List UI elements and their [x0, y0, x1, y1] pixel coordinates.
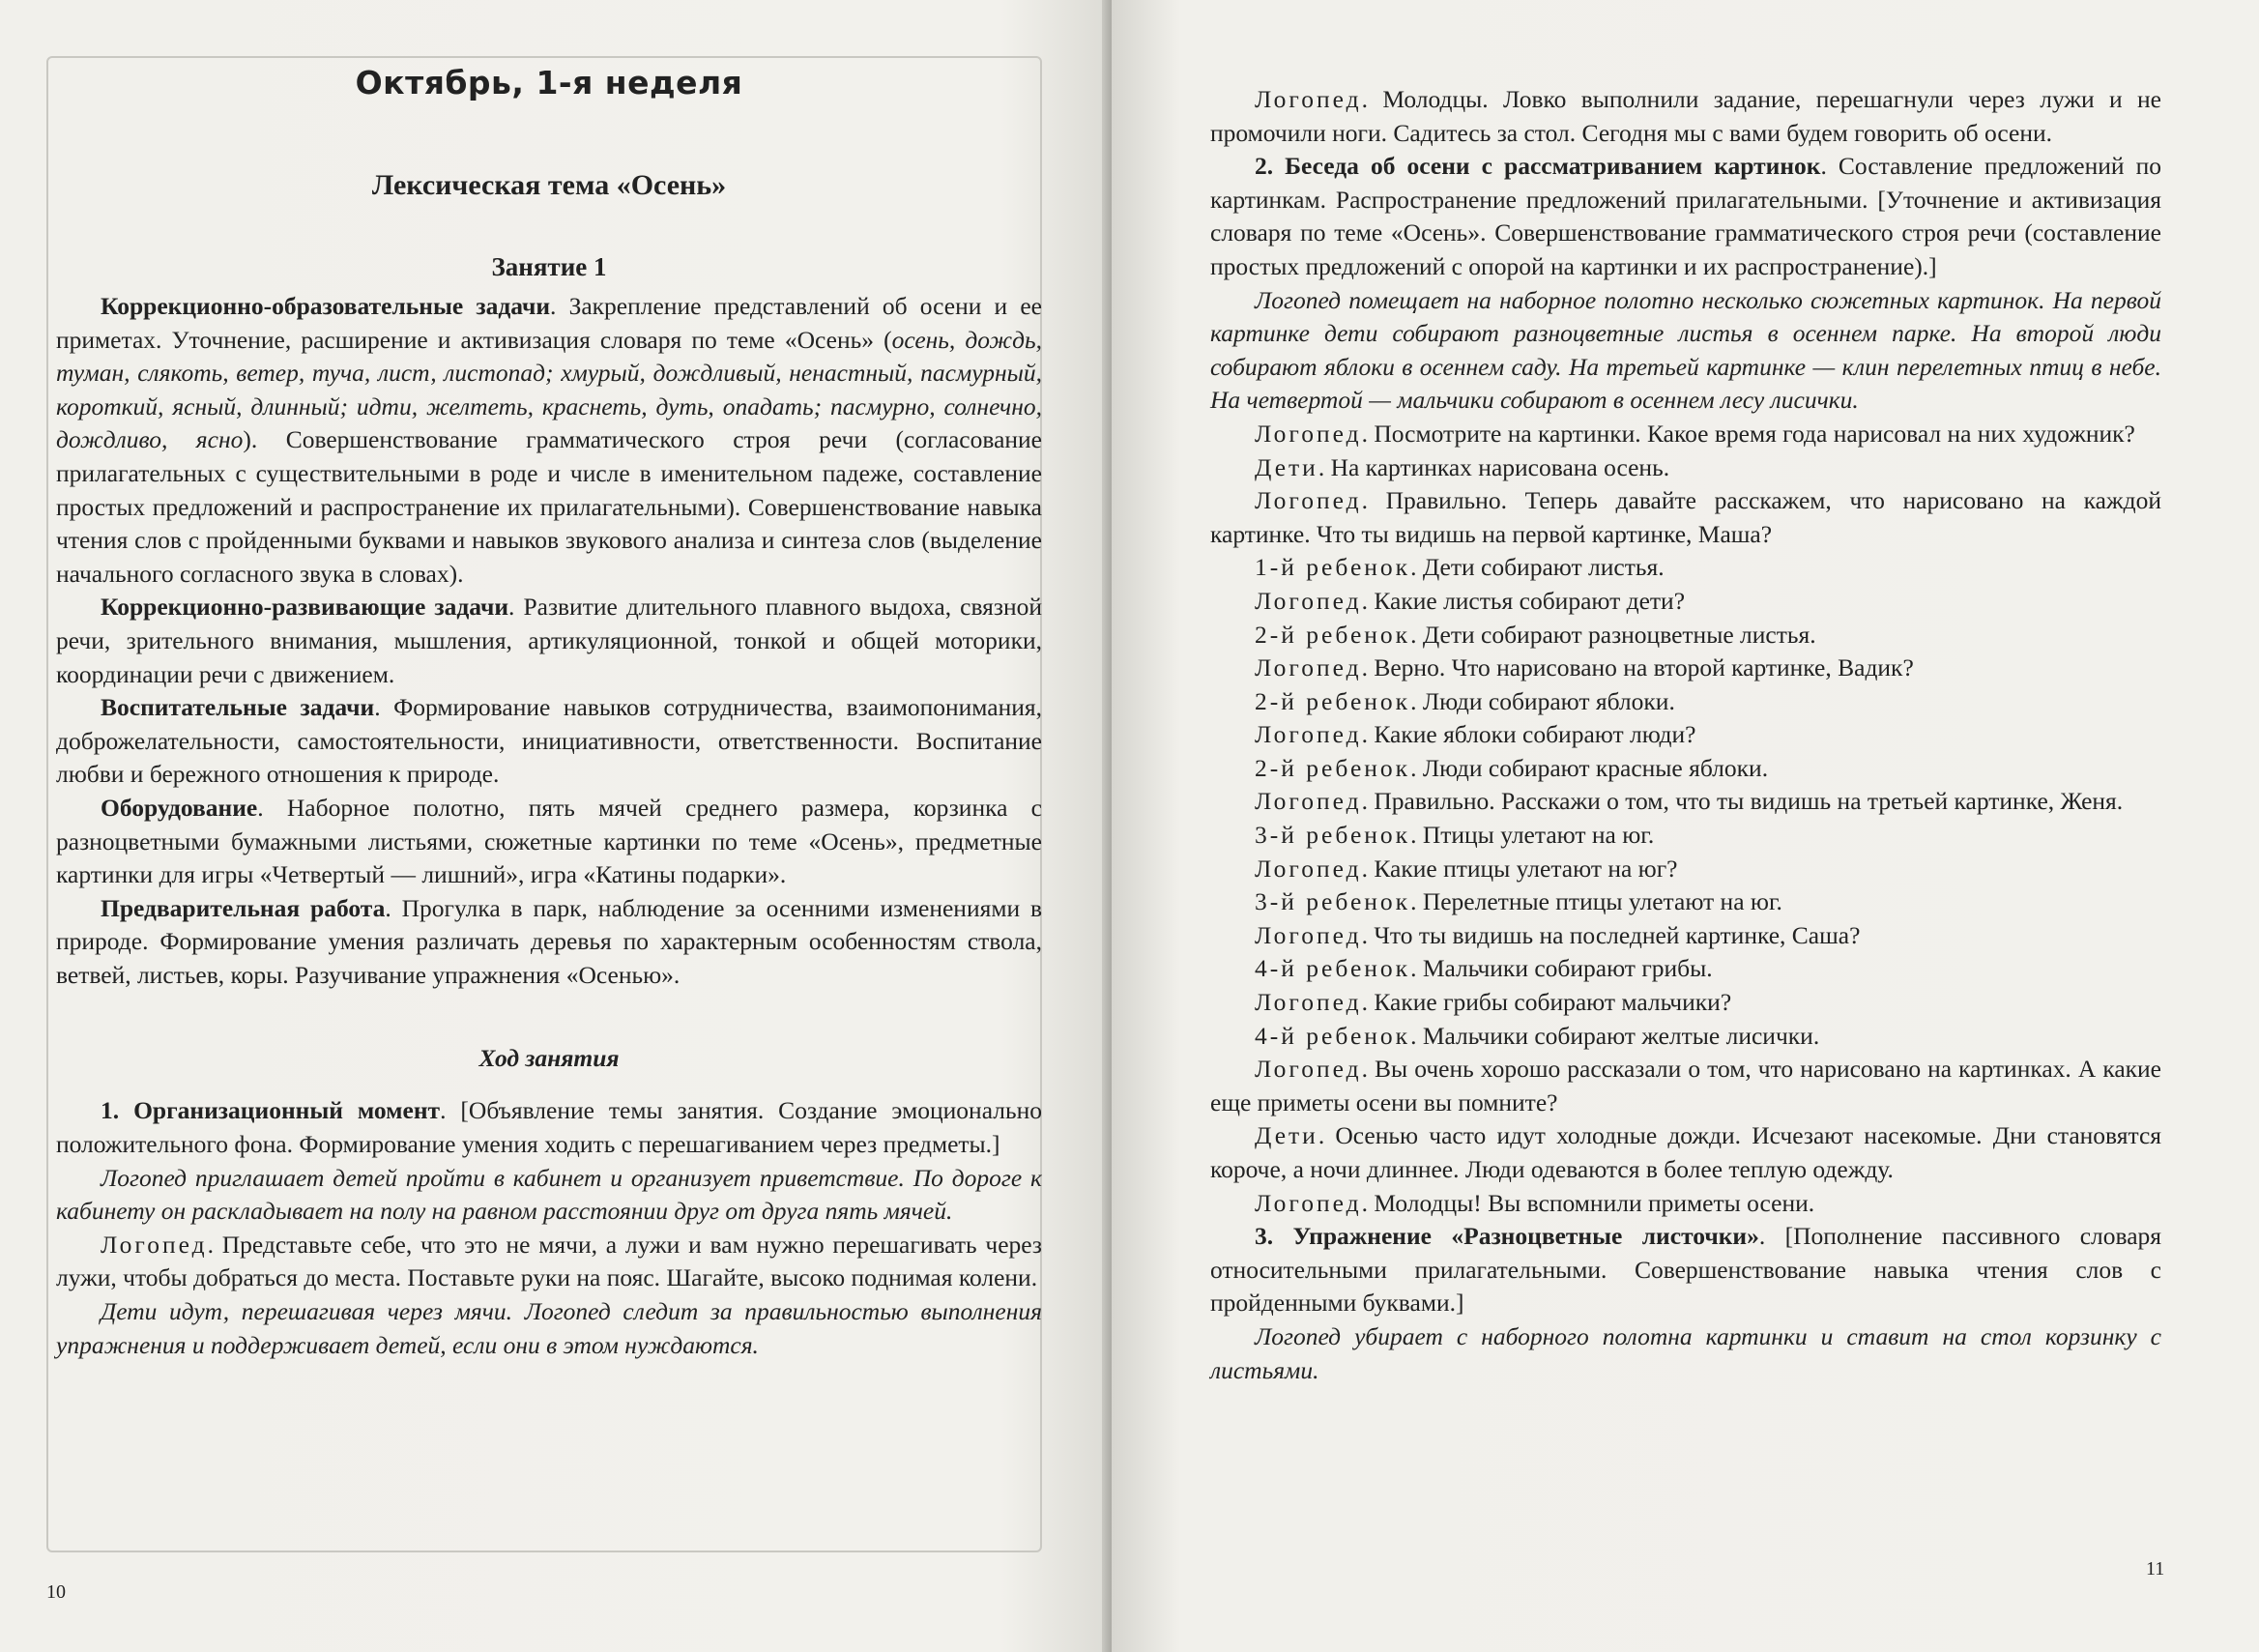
speech-text: . Дети собирают листья.: [1410, 553, 1665, 582]
page-number-right: 11: [2146, 1558, 2165, 1580]
dialog-line: [1210, 585, 2161, 619]
section-organizational-moment: [56, 1094, 1042, 1161]
dialog-line: [1210, 986, 2161, 1020]
paragraph-text: . Составление предложений по картинкам. Распространение предложений прилагательными. [Уточнение и активизация словаря по теме «Осень». Совершенствование грамматического строя речи (составление простых предложений с опорой на картинки и их распространение).]: [1210, 152, 2161, 280]
paragraph-text: ). Совершенствование грамматического строя речи (согласование прилагательных с существительными в роде и числе в именительном падеже, составление простых предложений и распространение их прилагательными). Совершенствование навыка чтения слов с пройденными буквами и навыков звукового анализа и синтеза слов (выделение начального согласного звука в словах).: [56, 425, 1043, 588]
dialog-line: [1210, 1053, 2161, 1119]
paragraph-text: . [Пополнение пассивного словаря относительными прилагательными. Совершенствование навыка чтения слов с пройденными буквами.]: [1210, 1222, 2162, 1318]
speech-text: . На картинках нарисована осень.: [1318, 452, 1670, 481]
dialog-line: [1210, 551, 2161, 585]
paragraph-text: . Прогулка в парк, наблюдение за осенними изменениями в природе. Формирование умения различать деревья по характерным особенностям ствола, ветвей, листьев, коры. Разучивание упражнения «Осенью».: [56, 893, 1043, 989]
speech-line: [1210, 83, 2161, 150]
paragraph-text: . Наборное полотно, пять мячей среднего размера, корзинка с разноцветными бумажными листьями, сюжетные картинки по теме «Осень», предметные картинки для игры «Четвертый — лишний», игра «Катины подарки».: [56, 793, 1042, 889]
speech-text: . Что ты видишь на последней картинке, Саша?: [1361, 920, 1861, 949]
dialog: [1210, 418, 2161, 1220]
speaker: Логопед: [1255, 988, 1362, 1017]
speaker: Логопед: [1255, 653, 1362, 682]
dialog-line: [1210, 919, 2161, 953]
speaker: 4-й ребенок: [1255, 1021, 1411, 1050]
section-heading: 3. Упражнение «Разноцветные листочки»: [1255, 1222, 1759, 1251]
speech-text: . Птицы улетают на юг.: [1410, 821, 1655, 850]
paragraph-correctional-tasks: [56, 290, 1042, 591]
dialog-line: [1210, 785, 2161, 819]
speech-text: . Дети собирают разноцветные листья.: [1410, 620, 1816, 649]
speaker: Дети: [1255, 1121, 1318, 1150]
speaker: 3-й ребенок: [1255, 821, 1411, 850]
speaker: Логопед: [1255, 1055, 1362, 1084]
week-title: Октябрь, 1-я неделя: [355, 64, 743, 101]
speech-text: . Осенью часто идут холодные дожди. Исчезают насекомые. Дни становятся короче, а ночи длиннее. Люди одеваются в более теплую одежду.: [1210, 1121, 2161, 1183]
dialog-line: [1210, 484, 2161, 551]
dialog-line: [1210, 885, 2161, 919]
speaker: 4-й ребенок: [1255, 954, 1411, 983]
dialog-line: [1210, 752, 2161, 786]
right-column: [1210, 83, 2161, 1387]
speaker: Дети: [1255, 452, 1318, 481]
speech-text: . Мальчики собирают желтые лисички.: [1410, 1021, 1820, 1050]
speaker: Логопед: [1255, 586, 1362, 615]
dialog-line: [1210, 451, 2161, 485]
speaker: Логопед: [1255, 1188, 1362, 1217]
speech-text: . Молодцы! Вы вспомнили приметы осени.: [1361, 1188, 1815, 1217]
speech-text: . Перелетные птицы улетают на юг.: [1410, 887, 1782, 916]
speaker: Логопед: [1255, 85, 1362, 113]
dialog-line: [1210, 652, 2161, 685]
dialog-line: [1210, 418, 2161, 451]
dialog-line: [1210, 819, 2161, 853]
dialog-line: [1210, 952, 2161, 986]
vocabulary-list: осень, дождь, туман, слякоть, ветер, туча, лист, листопад; хмурый, дождливый, ненастный, пасмурный, короткий, ясный, длинный; идти, желтеть, краснеть, дуть, опадать; пасмурно, солнечно, дождливо, ясно: [56, 325, 1042, 454]
speaker: 3-й ребенок: [1255, 887, 1411, 916]
speaker: Логопед: [1255, 419, 1362, 448]
speech-text: . Вы очень хорошо рассказали о том, что нарисовано на картинках. А какие еще приметы осени вы помните?: [1210, 1055, 2161, 1116]
speech-text: . Мальчики собирают грибы.: [1410, 954, 1713, 983]
speech-text: . Посмотрите на картинки. Какое время года нарисовал на них художник?: [1361, 419, 2135, 448]
speaker: 2-й ребенок: [1255, 753, 1411, 782]
lesson-progress-heading: Ход занятия: [478, 1044, 620, 1073]
speech-text: . Люди собирают яблоки.: [1410, 686, 1675, 715]
left-column: [56, 58, 1042, 1362]
section-exercise: [1210, 1220, 2161, 1320]
section-conversation: [1210, 150, 2161, 283]
stage-direction: Логопед приглашает детей пройти в кабинет и организует приветствие. По дороге к кабинету он раскладывает на полу на равном расстоянии друг от друга пять мячей.: [56, 1163, 1042, 1226]
stage-direction: Логопед помещает на наборное полотно несколько сюжетных картинок. На первой картинке дети собирают разноцветные листья в осеннем парке. На второй люди собирают яблоки в осеннем саду. На третьей картинке — клин перелетных птиц в небе. На четвертой — мальчики собирают в осеннем лесу лисички.: [1210, 285, 2161, 415]
speaker: Логопед: [101, 1230, 208, 1259]
page-number-left: 10: [46, 1581, 66, 1603]
speech-text: . Люди собирают красные яблоки.: [1410, 753, 1769, 782]
speaker: 2-й ребенок: [1255, 620, 1411, 649]
speaker: Логопед: [1255, 920, 1362, 949]
lexical-theme-title: Лексическая тема «Осень»: [371, 169, 727, 201]
dialog-line: [1210, 1187, 2161, 1221]
stage-direction: Дети идут, перешагивая через мячи. Логопед следит за правильностью выполнения упражнения и поддерживает детей, если они в этом нуждаются.: [56, 1297, 1042, 1359]
paragraph-heading: Воспитательные задачи: [101, 693, 375, 722]
speech-text: . Какие яблоки собирают люди?: [1361, 720, 1696, 749]
stage-direction: Логопед убирает с наборного полотна картинки и ставит на стол корзинку с листьями.: [1210, 1321, 2161, 1384]
dialog-line: [1210, 1119, 2161, 1186]
paragraph-text: . [Объявление темы занятия. Создание эмоционально положительного фона. Формирование умения ходить с перешагиванием через предметы.]: [56, 1096, 1042, 1159]
speech-text: . Правильно. Расскажи о том, что ты видишь на третьей картинке, Женя.: [1361, 787, 2124, 816]
speech-text: . Молодцы. Ловко выполнили задание, перешагнули через лужи и не промочили ноги. Садитесь за стол. Сегодня мы с вами будем говорить об осени.: [1210, 85, 2161, 147]
speaker: Логопед: [1255, 720, 1362, 749]
speaker: Логопед: [1255, 486, 1362, 515]
paragraph-educational-tasks: [56, 691, 1042, 792]
speaker: 1-й ребенок: [1255, 553, 1411, 582]
paragraph-heading: Коррекционно-развивающие задачи: [101, 593, 509, 622]
paragraph-text: . Закрепление представлений об осени и ее приметах. Уточнение, расширение и активизация словаря по теме «Осень» (: [56, 292, 1042, 354]
speaker: Логопед: [1255, 787, 1362, 816]
speech-text: . Какие грибы собирают мальчики?: [1361, 988, 1732, 1017]
speech-text: . Представьте себе, что это не мячи, а лужи и вам нужно перешагивать через лужи, чтобы добраться до места. Поставьте руки на пояс. Шагайте, высоко поднимая колени.: [56, 1230, 1042, 1292]
paragraph-equipment: [56, 792, 1042, 892]
left-page: [0, 0, 1112, 1652]
speech-line: [56, 1229, 1042, 1295]
paragraph-developmental-tasks: [56, 591, 1042, 691]
speaker: 2-й ребенок: [1255, 686, 1411, 715]
speech-text: . Какие птицы улетают на юг?: [1361, 854, 1678, 883]
paragraph-preliminary-work: [56, 892, 1042, 993]
paragraph-text: . Развитие длительного плавного выдоха, связной речи, зрительного внимания, мышления, артикуляционной, тонкой и общей моторики, координации речи с движением.: [56, 593, 1042, 688]
lesson-title: Занятие 1: [491, 252, 607, 281]
paragraph-heading: Предварительная работа: [101, 893, 386, 922]
paragraph-heading: Оборудование: [101, 793, 258, 822]
dialog-line: [1210, 853, 2161, 886]
dialog-line: [1210, 718, 2161, 752]
paragraph-text: . Формирование навыков сотрудничества, взаимопонимания, доброжелательности, самостоятельности, инициативности, ответственности. Воспитание любви и бережного отношения к природе.: [56, 693, 1042, 789]
section-heading: 1. Организационный момент: [101, 1096, 441, 1125]
dialog-line: [1210, 685, 2161, 719]
speech-text: . Верно. Что нарисовано на второй картинке, Вадик?: [1361, 653, 1914, 682]
speaker: Логопед: [1255, 854, 1362, 883]
speech-text: . Какие листья собирают дети?: [1361, 586, 1686, 615]
section-heading: 2. Беседа об осени с рассматриванием картинок: [1255, 152, 1821, 181]
paragraph-heading: Коррекционно-образовательные задачи: [101, 292, 551, 320]
dialog-line: [1210, 1020, 2161, 1054]
dialog-line: [1210, 619, 2161, 652]
speech-text: . Правильно. Теперь давайте расскажем, что нарисовано на каждой картинке. Что ты видишь на первой картинке, Маша?: [1210, 486, 2161, 548]
